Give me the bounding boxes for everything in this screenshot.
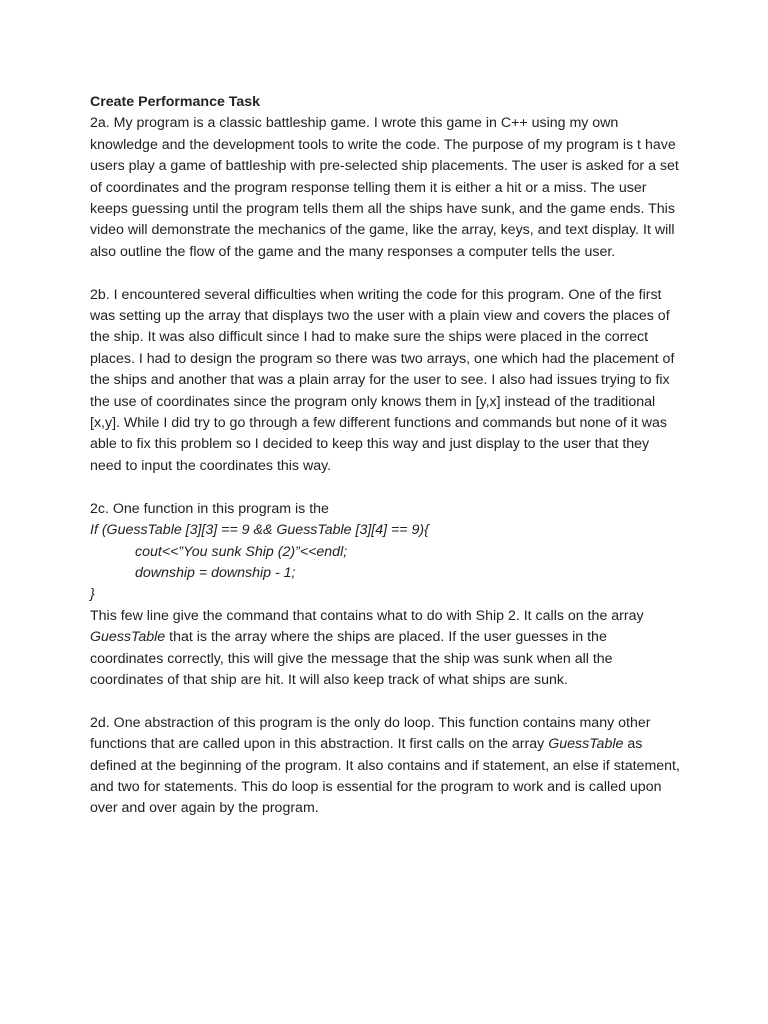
document-title: Create Performance Task <box>90 94 261 110</box>
section-2c-paragraph <box>90 606 680 692</box>
code-line-downship: downship = downship - 1; <box>135 564 296 581</box>
section-2d-text-part1: 2d. One abstraction of this program is the only do loop. This function contains many other functions that are called upon in this abstraction. It first calls on the array <box>90 714 651 753</box>
code-line-cout: cout<<”You sunk Ship (2)”<<endl; <box>135 543 348 560</box>
section-2a-paragraph: 2a. My program is a classic battleship game. I wrote this game in C++ using my own knowledge and the development tools to write the code. The purpose of my program is t have users play a game of battleship with pre-selected ship placements. The user is asked for a set of coordinates and the program response telling them it is either a hit or a miss. The user keeps guessing until the program tells them all the ships have sunk, and the game ends. This video will demonstrate the mechanics of the game, like the array, keys, and text display. It will also outline the flow of the game and the many responses a computer tells the user. <box>90 115 679 260</box>
document-page <box>90 92 680 820</box>
section-2d-text-part2: as defined at the beginning of the program. It also contains and if statement, an else if statement, and two for statements. This do loop is essential for the program to work and is called upon over and over again by the program. <box>90 736 680 817</box>
section-2c-intro: 2c. One function in this program is the <box>90 500 329 517</box>
paragraph-spacer <box>90 263 680 284</box>
paragraph-spacer <box>90 477 680 498</box>
paragraph-spacer <box>90 691 680 712</box>
code-line-if: If (GuessTable [3][3] == 9 && GuessTable [3][4] == 9){ <box>90 522 429 539</box>
section-2c-text-part1: This few line give the command that contains what to do with Ship 2. It calls on the array <box>90 607 644 624</box>
guesstable-term: GuessTable <box>90 629 166 646</box>
code-line-close-brace: } <box>90 586 95 603</box>
section-2c-text-part2: that is the array where the ships are placed. If the user guesses in the coordinates correctly, this will give the message that the ship was sunk when all the coordinates of that ship are hit. It will also keep track of what ships are sunk. <box>90 629 613 688</box>
section-2d-paragraph <box>90 713 680 820</box>
section-2b-paragraph: 2b. I encountered several difficulties when writing the code for this program. One of the first was setting up the array that displays two the user with a plain view and covers the places of the ship. It was also difficult since I had to make sure the ships were placed in the correct places. I had to design the program so there was two arrays, one which had the placement of the ships and another that was a plain array for the user to see. I also had issues trying to fix the use of coordinates since the program only knows them in [y,x] instead of the traditional [x,y]. While I did try to go through a few different functions and commands but none of it was able to fix this problem so I decided to keep this way and just display to the user that they need to input the coordinates this way. <box>90 286 675 474</box>
guesstable-term: GuessTable <box>548 736 624 753</box>
